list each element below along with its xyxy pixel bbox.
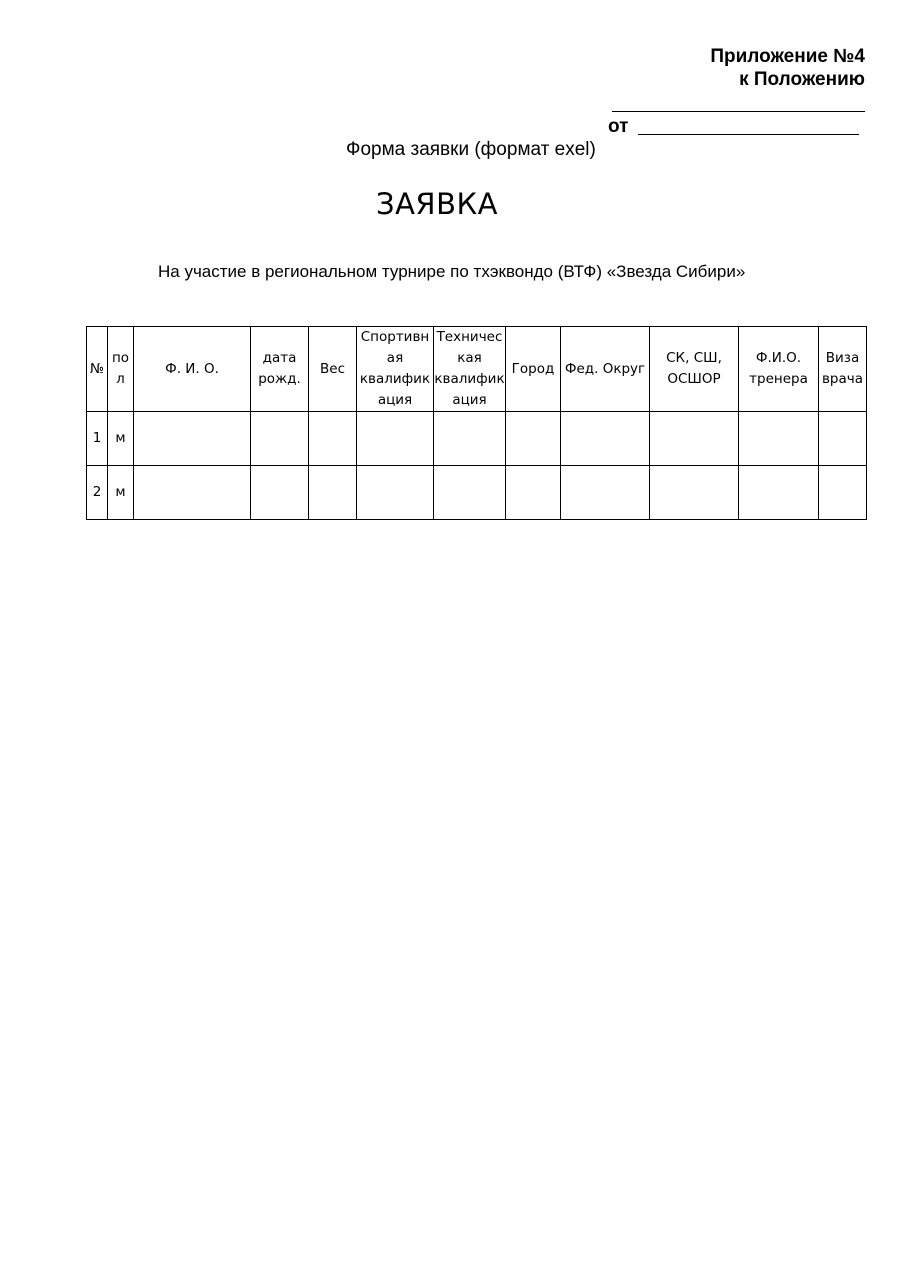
cell-birth-date[interactable] xyxy=(251,466,309,520)
cell-federal-district[interactable] xyxy=(561,412,650,466)
cell-sport-school[interactable] xyxy=(650,466,739,520)
appendix-reference: к Положению xyxy=(739,69,865,90)
header-doctor-visa: Виза врача xyxy=(819,327,867,412)
appendix-label xyxy=(710,45,865,91)
cell-full-name[interactable] xyxy=(134,466,251,520)
row-sex: м xyxy=(108,412,134,466)
cell-sport-qualification[interactable] xyxy=(357,466,434,520)
header-sex: по л xyxy=(108,327,134,412)
cell-weight[interactable] xyxy=(309,466,357,520)
document-title: ЗАЯВКА xyxy=(376,187,498,221)
header-sport-school: СК, СШ, ОСШОР xyxy=(650,327,739,412)
header-city: Город xyxy=(506,327,561,412)
cell-doctor-visa[interactable] xyxy=(819,466,867,520)
document-subtitle: На участие в региональном турнире по тхэквондо (ВТФ) «Звезда Сибири» xyxy=(158,262,746,281)
cell-coach-name[interactable] xyxy=(739,412,819,466)
form-note: Форма заявки (формат exel) xyxy=(346,139,596,160)
date-line xyxy=(638,134,859,135)
header-sport-qualification: Спортивн ая квалифик ация xyxy=(357,327,434,412)
row-number: 1 xyxy=(87,412,108,466)
date-from-label: от xyxy=(608,116,629,137)
cell-coach-name[interactable] xyxy=(739,466,819,520)
header-full-name: Ф. И. О. xyxy=(134,327,251,412)
row-sex: м xyxy=(108,466,134,520)
header-number: № xyxy=(87,327,108,412)
cell-doctor-visa[interactable] xyxy=(819,412,867,466)
table-row xyxy=(87,466,867,520)
cell-technical-qualification[interactable] xyxy=(434,466,506,520)
cell-sport-qualification[interactable] xyxy=(357,412,434,466)
cell-weight[interactable] xyxy=(309,412,357,466)
cell-full-name[interactable] xyxy=(134,412,251,466)
row-number: 2 xyxy=(87,466,108,520)
table-header-row xyxy=(87,327,867,412)
cell-birth-date[interactable] xyxy=(251,412,309,466)
appendix-number: Приложение №4 xyxy=(710,46,865,67)
cell-sport-school[interactable] xyxy=(650,412,739,466)
cell-federal-district[interactable] xyxy=(561,466,650,520)
header-technical-qualification: Техничес кая квалифик ация xyxy=(434,327,506,412)
application-table xyxy=(86,326,867,520)
cell-technical-qualification[interactable] xyxy=(434,412,506,466)
header-coach-name: Ф.И.О. тренера xyxy=(739,327,819,412)
header-federal-district: Фед. Округ xyxy=(561,327,650,412)
header-birth-date: дата рожд. xyxy=(251,327,309,412)
signature-line xyxy=(612,111,865,112)
cell-city[interactable] xyxy=(506,412,561,466)
table-row xyxy=(87,412,867,466)
cell-city[interactable] xyxy=(506,466,561,520)
date-row xyxy=(607,116,862,138)
header-weight: Вес xyxy=(309,327,357,412)
